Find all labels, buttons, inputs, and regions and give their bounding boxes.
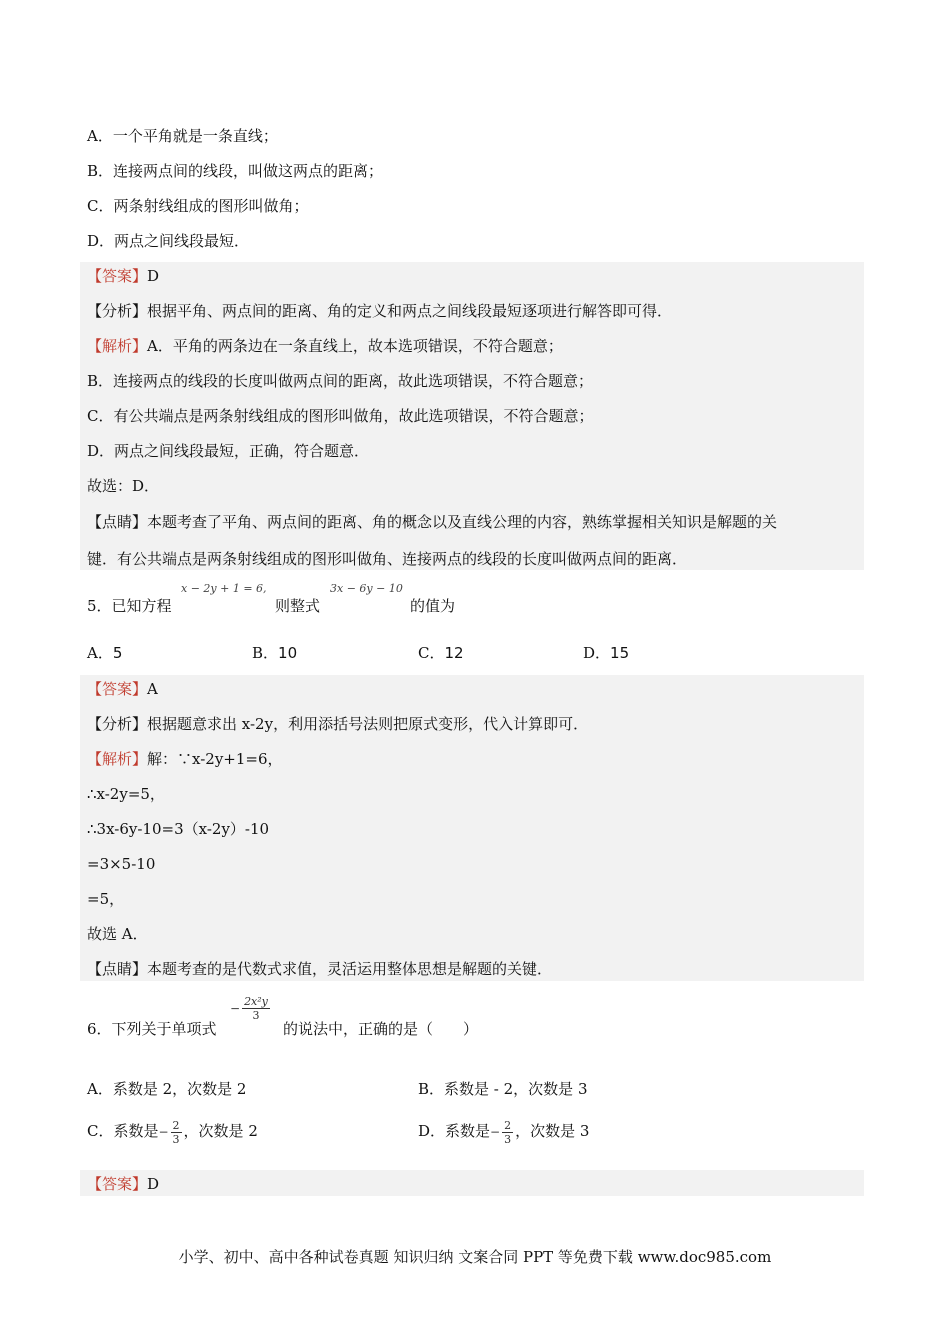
q5-stem-suffix: 的值为 bbox=[410, 597, 456, 615]
answer-tag: 【答案】 bbox=[87, 1175, 148, 1193]
option-label: D． bbox=[583, 644, 611, 662]
q5-option-b bbox=[252, 643, 297, 663]
option-value: 12 bbox=[444, 644, 464, 662]
q5-solution-line-2: ∴x-2y=5， bbox=[87, 785, 165, 803]
option-label: C． bbox=[418, 644, 445, 662]
solution-tag: 【解析】 bbox=[87, 750, 148, 768]
q4-answer bbox=[87, 266, 159, 286]
q6-option-d bbox=[418, 1114, 589, 1149]
q5-stem-mid: 则整式 bbox=[275, 597, 321, 615]
minus-sign: − bbox=[230, 1001, 241, 1016]
q5-solution-line-3: ∴3x-6y-10=3（x-2y）-10 bbox=[87, 820, 270, 838]
q5-solution-line-4: =3×5-10 bbox=[87, 855, 156, 873]
q6-stem-suffix: 的说法中，正确的是（ ） bbox=[283, 1020, 479, 1038]
page-footer: 小学、初中、高中各种试卷真题 知识归纳 文案合同 PPT 等免费下载 www.doc985.com bbox=[178, 1248, 772, 1266]
analysis-tag: 【分析】 bbox=[87, 715, 148, 733]
q4-solution-line-3: C．有公共端点是两条射线组成的图形叫做角，故此选项错误，不符合题意； bbox=[87, 407, 594, 425]
q4-option-b: B．连接两点间的线段，叫做这两点的距离； bbox=[87, 162, 384, 180]
fraction-denominator: 3 bbox=[172, 1132, 180, 1146]
answer-tag: 【答案】 bbox=[87, 680, 148, 698]
q5-comment bbox=[87, 959, 552, 979]
answer-tag: 【答案】 bbox=[87, 267, 148, 285]
analysis-text: 根据平角、两点间的距离、角的定义和两点之间线段最短逐项进行解答即可得． bbox=[147, 302, 673, 320]
solution-text: 解：∵x-2y+1=6， bbox=[147, 750, 283, 768]
comment-text: 本题考查了平角、两点间的距离、角的概念以及直线公理的内容，熟练掌握相关知识是解题的关 bbox=[147, 513, 778, 531]
comment-text: 本题考查的是代数式求值，灵活运用整体思想是解题的关键． bbox=[147, 960, 553, 978]
answer-value: D bbox=[147, 267, 160, 285]
fraction-numerator: 2x²y bbox=[244, 995, 268, 1008]
q5-option-c bbox=[418, 643, 464, 663]
analysis-tag: 【分析】 bbox=[87, 302, 148, 320]
q6-answer bbox=[87, 1174, 159, 1194]
analysis-text: 根据题意求出 x-2y，利用添括号法则把原式变形，代入计算即可． bbox=[147, 715, 589, 733]
q6-option-c bbox=[87, 1114, 258, 1149]
coefficient-fraction bbox=[171, 1119, 182, 1146]
q6-option-b: B．系数是 - 2，次数是 3 bbox=[418, 1080, 588, 1098]
q4-solution-line-5: 故选：D． bbox=[87, 477, 160, 495]
q4-option-c: C．两条射线组成的图形叫做角； bbox=[87, 197, 309, 215]
q6-stem-prefix: 6．下列关于单项式 bbox=[87, 1020, 217, 1038]
q5-solution-line-1 bbox=[87, 749, 283, 769]
q5-stem-prefix: 5．已知方程 bbox=[87, 597, 172, 615]
q4-comment-line-1 bbox=[87, 512, 777, 532]
q5-solution-line-5: =5， bbox=[87, 890, 125, 908]
option-value: 10 bbox=[278, 644, 298, 662]
option-label: A． bbox=[87, 644, 113, 662]
q4-solution-line-4: D．两点之间线段最短，正确，符合题意． bbox=[87, 442, 370, 460]
answer-value: D bbox=[147, 1175, 160, 1193]
option-value: 15 bbox=[610, 644, 630, 662]
minus-sign: − bbox=[158, 1125, 169, 1139]
comment-tag: 【点睛】 bbox=[87, 513, 148, 531]
q5-solution-line-6: 故选 A． bbox=[87, 925, 148, 943]
q4-solution-line-2: B．连接两点的线段的长度叫做两点间的距离，故此选项错误，不符合题意； bbox=[87, 372, 594, 390]
q5-answer bbox=[87, 679, 158, 699]
comment-tag: 【点睛】 bbox=[87, 960, 148, 978]
fraction-numerator: 2 bbox=[504, 1118, 512, 1132]
solution-text: A．平角的两条边在一条直线上，故本选项错误，不符合题意； bbox=[147, 337, 563, 355]
fraction-denominator: 3 bbox=[252, 1009, 260, 1022]
answer-value: A bbox=[147, 680, 158, 698]
q6-monomial bbox=[230, 995, 272, 1022]
q4-solution-line-1 bbox=[87, 336, 563, 356]
monomial-fraction bbox=[242, 995, 270, 1022]
coefficient-fraction bbox=[502, 1119, 513, 1146]
option-value: 5 bbox=[112, 644, 123, 662]
q6-option-a: A．系数是 2，次数是 2 bbox=[87, 1080, 247, 1098]
q4-option-d: D．两点之间线段最短． bbox=[87, 232, 250, 250]
q5-equation: x − 2y + 1 = 6, bbox=[181, 582, 267, 595]
q5-analysis bbox=[87, 714, 588, 734]
q5-option-d bbox=[583, 643, 629, 663]
q5-option-a bbox=[87, 643, 122, 663]
q4-comment-line-2: 键．有公共端点是两条射线组成的图形叫做角、连接两点的线段的长度叫做两点间的距离． bbox=[87, 550, 688, 568]
solution-tag: 【解析】 bbox=[87, 337, 148, 355]
option-label: B． bbox=[252, 644, 279, 662]
fraction-denominator: 3 bbox=[504, 1132, 512, 1146]
q6-solution-block bbox=[80, 1170, 864, 1196]
q4-option-a: A．一个平角就是一条直线； bbox=[87, 127, 278, 145]
option-suffix: ，次数是 2 bbox=[183, 1122, 258, 1140]
option-prefix: C．系数是 bbox=[87, 1122, 159, 1140]
q5-expression: 3x − 6y − 10 bbox=[330, 582, 403, 595]
fraction-numerator: 2 bbox=[172, 1118, 180, 1132]
option-prefix: D．系数是 bbox=[418, 1122, 491, 1140]
q4-analysis bbox=[87, 301, 672, 321]
minus-sign: − bbox=[490, 1125, 501, 1139]
option-suffix: ，次数是 3 bbox=[515, 1122, 590, 1140]
